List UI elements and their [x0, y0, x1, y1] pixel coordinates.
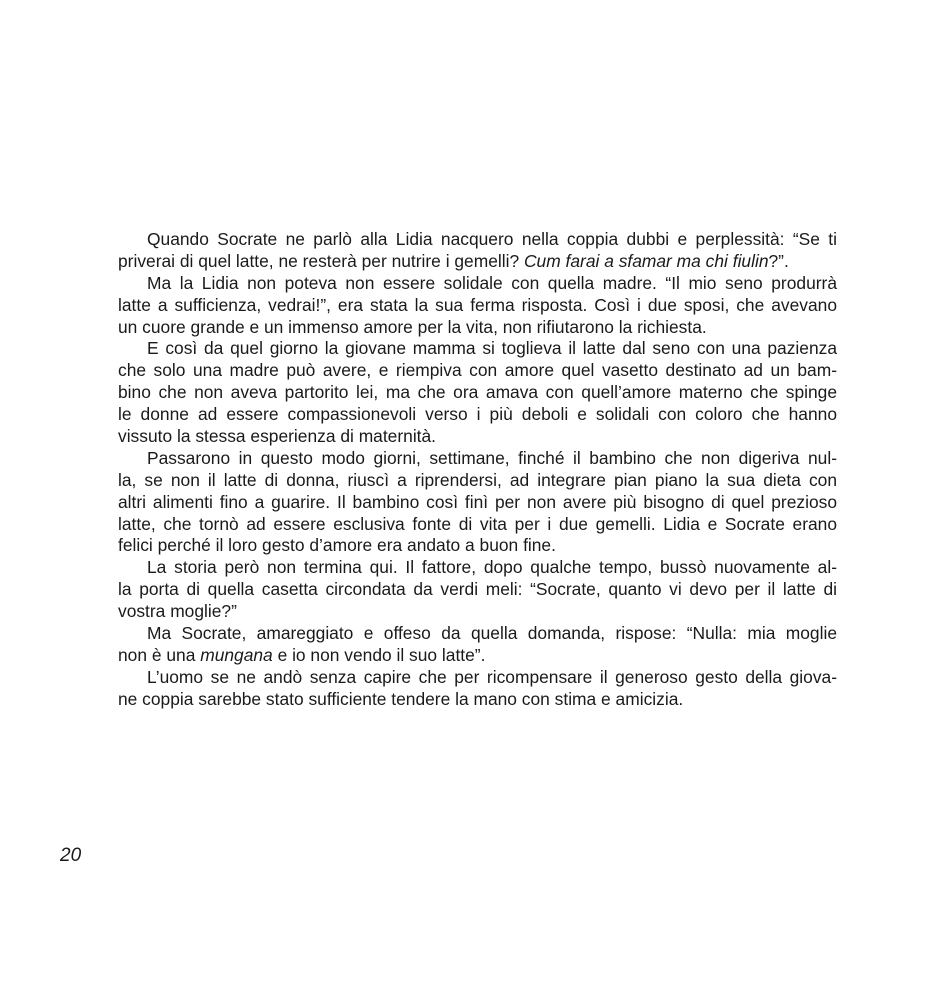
text-segment: felici perché il loro gesto d’amore era andato a buon fine. [118, 535, 556, 556]
paragraph [118, 623, 837, 667]
text-segment: E così da quel giorno la giovane mamma si toglieva il latte dal seno con una pazienza [147, 338, 837, 359]
italic-text: Cum farai a sfamar ma chi fiulin [523, 250, 769, 271]
text-line [118, 295, 837, 317]
text-line [118, 251, 837, 273]
body-text [118, 229, 837, 711]
text-segment: un cuore grande e un immenso amore per la vita, non rifiutarono la richiesta. [118, 316, 707, 337]
text-segment: latte, che tornò ad essere esclusiva fonte di vita per i due gemelli. Lidia e Socrate erano [118, 513, 837, 534]
paragraph [118, 448, 837, 557]
paragraph [118, 338, 837, 447]
text-line [118, 535, 837, 557]
text-segment: non è una [118, 644, 201, 665]
text-line [118, 470, 837, 492]
paragraph [118, 557, 837, 623]
italic-text: mungana [200, 644, 273, 665]
text-line [118, 645, 837, 667]
text-line [118, 382, 837, 404]
text-line [118, 667, 837, 689]
text-line [118, 426, 837, 448]
paragraph [118, 273, 837, 339]
text-segment: ?”. [768, 250, 789, 271]
text-segment: Ma Socrate, amareggiato e offeso da quella domanda, rispose: “Nulla: mia moglie [147, 623, 837, 644]
paragraph [118, 667, 837, 711]
text-segment: che solo una madre può avere, e riempiva con amore quel vasetto destinato ad un bam- [118, 360, 837, 381]
text-segment: bino che non aveva partorito lei, ma che ora amava con quell’amore materno che spinge [118, 382, 837, 403]
text-line [118, 317, 837, 339]
text-line [118, 360, 837, 382]
text-segment: L’uomo se ne andò senza capire che per ricompensare il generoso gesto della giova- [147, 666, 837, 687]
text-line [118, 689, 837, 711]
text-segment: latte a sufficienza, vedrai!”, era stata la sua ferma risposta. Così i due sposi, che avevano [118, 294, 837, 315]
text-segment: La storia però non termina qui. Il fattore, dopo qualche tempo, bussò nuovamente al- [147, 557, 837, 578]
text-line [118, 557, 837, 579]
text-segment: Passarono in questo modo giorni, settimane, finché il bambino che non digeriva nul- [147, 447, 837, 468]
text-segment: priverai di quel latte, ne resterà per nutrire i gemelli? [118, 250, 524, 271]
text-segment: e io non vendo il suo latte”. [272, 644, 486, 665]
text-segment: vissuto la stessa esperienza di maternità. [118, 426, 437, 447]
text-line [118, 514, 837, 536]
text-line [118, 229, 837, 251]
text-line [118, 404, 837, 426]
text-segment: altri alimenti fino a guarire. Il bambino così finì per non avere più bisogno di quel prezioso [118, 491, 837, 512]
text-segment: la porta di quella casetta circondata da verdi meli: “Socrate, quanto vi devo per il latte di [118, 579, 837, 600]
text-line [118, 601, 837, 623]
text-line [118, 579, 837, 601]
text-segment: la, se non il latte di donna, riuscì a riprendersi, ad integrare pian piano la sua dieta con [118, 469, 837, 490]
text-segment: ne coppia sarebbe stato sufficiente tendere la mano con stima e amicizia. [118, 688, 684, 709]
text-line [118, 492, 837, 514]
text-segment: Quando Socrate ne parlò alla Lidia nacquero nella coppia dubbi e perplessità: “Se ti [147, 229, 837, 249]
text-line [118, 448, 837, 470]
text-segment: Ma la Lidia non poteva non essere solidale con quella madre. “Il mio seno produrrà [147, 272, 837, 293]
text-segment: vostra moglie?” [118, 601, 237, 622]
paragraph [118, 229, 837, 273]
text-line [118, 338, 837, 360]
text-line [118, 623, 837, 645]
page-number: 20 [60, 845, 82, 866]
text-segment: le donne ad essere compassionevoli verso i più deboli e solidali con coloro che hanno [118, 404, 837, 425]
text-line [118, 273, 837, 295]
